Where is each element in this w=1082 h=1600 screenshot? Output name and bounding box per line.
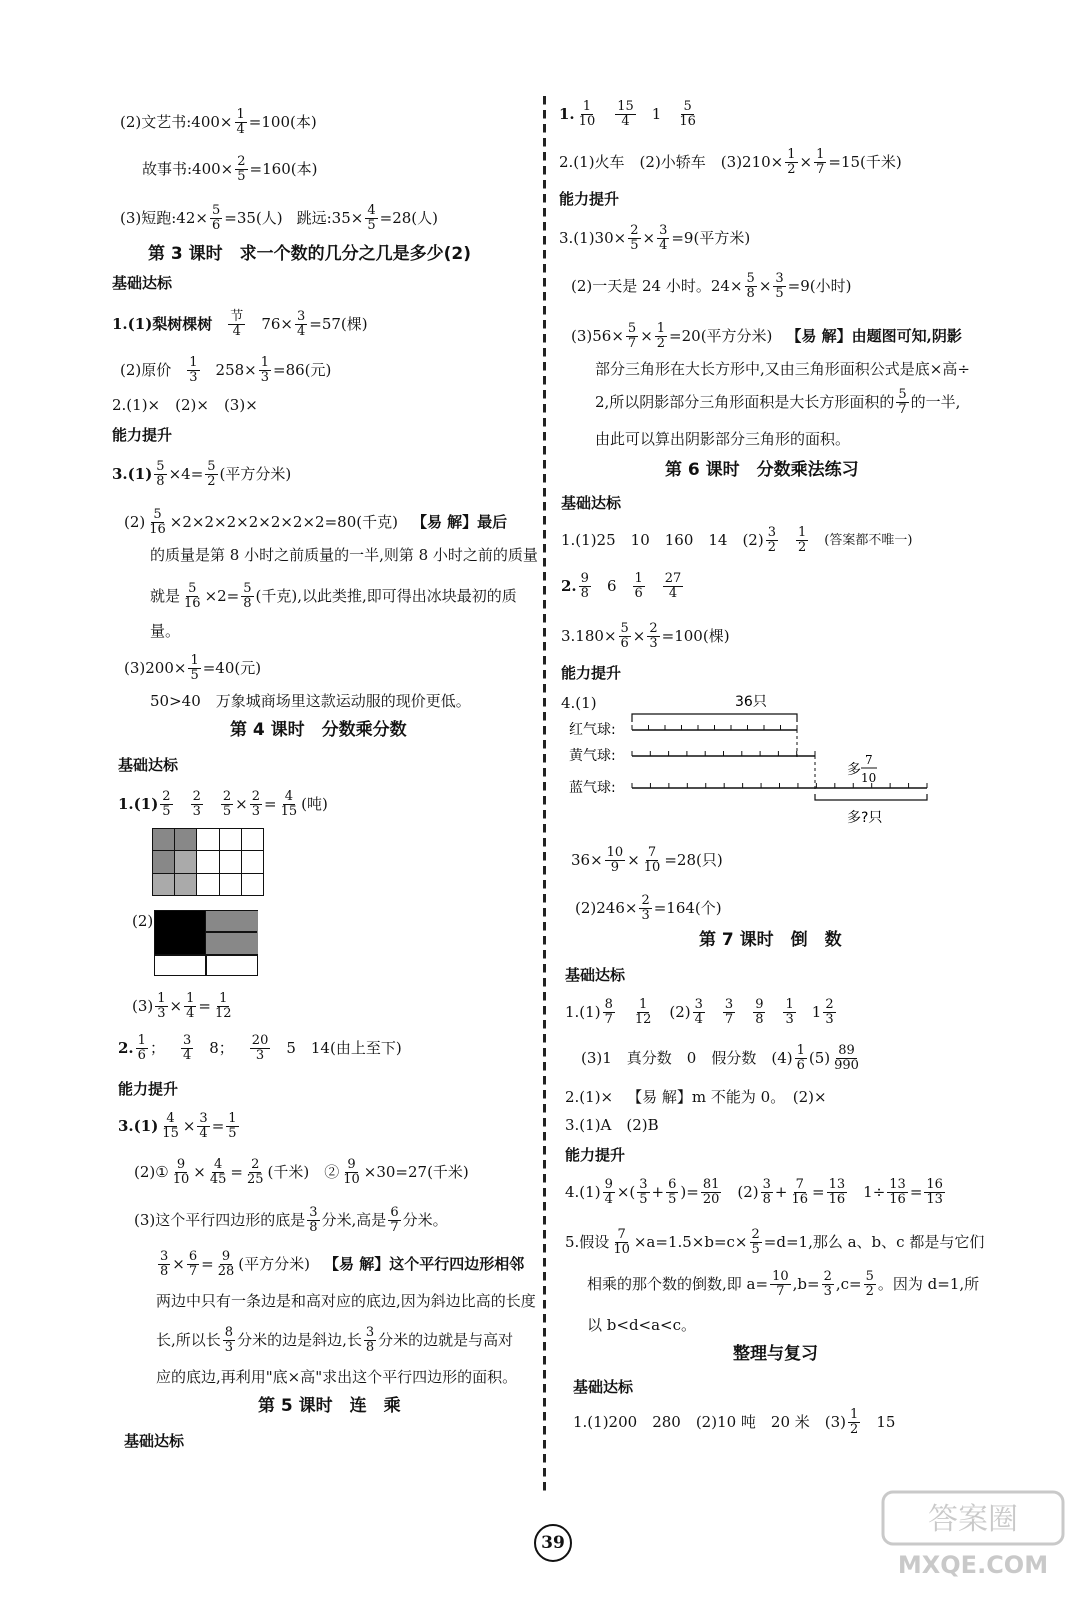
text: ×30=27(千米) [363, 1162, 469, 1181]
page-number: 39 [534, 1524, 572, 1562]
fraction: $\frac{5}{16}$ [149, 507, 166, 537]
answer-line [571, 272, 852, 300]
svg-text:答案圈: 答案圈 [928, 1502, 1018, 1537]
answer-line: 两边中只有一条边是和高对应的底边,因为斜边比高的长度 [156, 1292, 536, 1310]
text: (3)1 真分数 0 假分数 (4) [581, 1048, 793, 1067]
answer-line [595, 388, 960, 416]
text: 6 [606, 576, 617, 595]
fraction: 5 7 [898, 387, 907, 417]
text: 36× [571, 850, 603, 869]
fraction: $\frac{3}{4}$ [199, 1111, 208, 1141]
text: 就是 [150, 586, 181, 605]
fraction: 8 3 [224, 1325, 234, 1355]
fraction: 89 990 [834, 1043, 859, 1073]
text: (3)这个平行四边形的底是 [134, 1210, 306, 1229]
text: 2. [561, 576, 577, 595]
text: (5) [808, 1048, 831, 1067]
fraction: $\frac{13}{16}$ [828, 1177, 846, 1207]
fraction: 3 7 [724, 997, 734, 1027]
fraction: $\frac{1}{3}$ [260, 355, 270, 385]
answer-line [124, 508, 507, 536]
answer-line: 的质量是第 8 小时之前质量的一半,则第 8 小时之前的质量 [150, 546, 538, 564]
fraction: 3 8 [309, 1205, 318, 1235]
fraction: $\frac{7}{10}$ [613, 1227, 630, 1257]
answer-line [120, 108, 317, 136]
text: (千米) ② [267, 1162, 340, 1181]
text: (2)原价 [120, 360, 172, 379]
diagram-top-label: 36只 [735, 694, 767, 710]
text: 长,所以长 [156, 1330, 221, 1349]
fraction: 8 7 [604, 997, 613, 1027]
text: × [172, 1254, 185, 1273]
text: 4.(1) [565, 1182, 601, 1201]
text: (2) [737, 1182, 759, 1201]
text: 1.(1)200 280 (2)10 吨 20 米 (3) [573, 1412, 847, 1431]
answer-line [575, 894, 722, 922]
answer-line [156, 1326, 513, 1354]
fraction: $\frac{2}{3}$ [649, 621, 658, 651]
fraction: 3 4 [182, 1033, 192, 1063]
fraction: 3 8 [365, 1325, 375, 1355]
fraction: $\frac{2}{5}$ [630, 223, 639, 253]
text: 5 14(由上至下) [286, 1038, 402, 1057]
scribble-text: 76× [261, 314, 293, 333]
text: =164(个) [653, 898, 722, 917]
fraction: $\frac{4}{15}$ [280, 789, 298, 819]
fraction: 1 6 [137, 1033, 146, 1063]
text: (2)一天是 24 小时。24× [571, 276, 743, 295]
text: (答案都不唯一) [824, 532, 913, 548]
text: 1.(1) [565, 1002, 601, 1021]
fraction: $\frac{1}{2}$ [787, 147, 796, 177]
text: 。因为 d=1,所 [877, 1274, 980, 1293]
fraction: $\frac{1}{2}$ [656, 321, 666, 351]
subsection-heading: 能力提升 [565, 1146, 626, 1164]
fraction: $\frac{5}{8}$ [156, 459, 165, 489]
text: 的一半, [910, 392, 961, 411]
text: ,b= [792, 1274, 820, 1293]
fraction: $\frac{6}{7}$ [188, 1249, 198, 1279]
fraction: 9 8 [755, 997, 764, 1027]
subsection-heading: 能力提升 [112, 426, 173, 444]
shaded-grid-figure [152, 828, 264, 896]
subsection-heading: 基础达标 [118, 756, 179, 774]
watermark-logo [878, 1487, 1068, 1582]
fraction: 2 5 [162, 789, 171, 819]
text: 258× [215, 360, 257, 379]
subsection-heading: 能力提升 [118, 1080, 179, 1098]
text: =57(棵) [309, 314, 368, 333]
rect-figure [154, 910, 258, 976]
bottom-brace [815, 794, 927, 800]
subsection-heading: 基础达标 [565, 966, 626, 984]
answer-line [142, 155, 317, 183]
answer-line [124, 654, 261, 682]
answer-line [112, 310, 368, 338]
text: ； [149, 1038, 165, 1057]
text: (2)文艺书:400× [120, 112, 233, 131]
text: =100(棵) [661, 626, 730, 645]
fraction: 1 3 [189, 355, 198, 385]
answer-line: 3.(1)A (2)B [565, 1116, 659, 1134]
balloon-line-diagram [565, 690, 955, 840]
answer-line [587, 1270, 979, 1298]
fraction: 3 5 [639, 1177, 648, 1207]
text: 故事书:400× [142, 159, 234, 178]
fraction: $\frac{1}{5}$ [228, 1111, 237, 1141]
text: )= [680, 1182, 699, 1201]
fraction: $\frac{2}{3}$ [641, 893, 650, 923]
answer-line [134, 1158, 469, 1186]
fraction: 1 12 [634, 997, 652, 1027]
answer-line: 应的底边,再利用"底×高"求出这个平行四边形的面积。 [156, 1368, 518, 1386]
section-heading: 第 6 课时 分数乘法练习 [665, 460, 859, 480]
text: 5.假设 [565, 1232, 610, 1251]
answer-line [565, 1228, 984, 1256]
answer-line [571, 846, 723, 874]
text: = [812, 1182, 825, 1201]
fraction: 6 7 [390, 1205, 399, 1235]
fraction: $\frac{9}{28}$ [217, 1249, 235, 1279]
answer-line [120, 204, 438, 232]
fraction: 节 4 [230, 309, 244, 339]
more-fraction-den: 10 [861, 771, 877, 785]
fraction: 20 3 [251, 1033, 269, 1063]
text: (千克),以此类推,即可得出冰块最初的质 [255, 586, 517, 605]
fraction: $\frac{5}{2}$ [865, 1269, 874, 1299]
text: 2.(1)火车 (2)小轿车 (3)210× [559, 152, 784, 171]
fraction: $\frac{5}{6}$ [211, 203, 221, 233]
answer-line: 量。 [150, 622, 181, 640]
fraction: $\frac{9}{10}$ [343, 1157, 360, 1187]
yellow-balloon-label: 黄气球: [569, 748, 616, 764]
text: 3.(1) [118, 1116, 159, 1135]
text: 【易 解】最后 [411, 512, 508, 531]
fraction: $\frac{13}{16}$ [889, 1177, 906, 1207]
text: (3)短跑:42× [120, 208, 208, 227]
answer-line [118, 1034, 402, 1062]
text: 【易 解】由题图可知,阴影 [786, 326, 962, 345]
section-heading: 第 4 课时 分数乘分数 [230, 720, 407, 740]
text: =9(小时) [787, 276, 852, 295]
answer-line [565, 1090, 827, 1105]
subsection-heading: 基础达标 [124, 1432, 185, 1450]
subsection-heading: 基础达标 [573, 1378, 634, 1396]
fraction: $\frac{1}{7}$ [816, 147, 825, 177]
text: 3.(1) [112, 464, 153, 483]
answer-line [559, 100, 700, 128]
top-brace [632, 714, 797, 722]
fraction: $\frac{10}{9}$ [606, 845, 624, 875]
fraction: $\frac{7}{16}$ [791, 1177, 809, 1207]
subsection-heading: 基础达标 [561, 494, 622, 512]
fraction: $\frac{10}{7}$ [772, 1269, 789, 1299]
text: =40(元) [202, 658, 262, 677]
text: = [264, 794, 277, 813]
subsection-heading: 基础达标 [112, 274, 173, 292]
fraction: 1 2 [850, 1407, 859, 1437]
text: = [211, 1116, 225, 1135]
fraction: 1 10 [578, 99, 596, 129]
answer-line: 2.(1)× (2)× (3)× [112, 396, 258, 414]
answer-line: 4.(1) [561, 694, 597, 712]
text: =160(本) [249, 159, 318, 178]
text: × [642, 228, 656, 247]
text: = [198, 996, 211, 1015]
fraction: $\frac{81}{20}$ [702, 1177, 720, 1207]
text: 15 [876, 1412, 896, 1431]
text: ×2×2×2×2×2×2×2=80(千克) [169, 512, 398, 531]
text: =100(本) [248, 112, 317, 131]
more-fraction-num: 7 [865, 753, 873, 767]
text: = [201, 1254, 214, 1273]
answer-line [561, 622, 730, 650]
fraction: $\frac{16}{13}$ [926, 1177, 943, 1207]
text: 1 [811, 1002, 822, 1021]
text: 【易 解】m 不能为 0。 (2)× [627, 1088, 827, 1106]
fraction: $\frac{3}{4}$ [659, 223, 668, 253]
text: × [627, 850, 640, 869]
text: × [182, 1116, 196, 1135]
text: =d=1,那么 a、b、c 都是与它们 [763, 1232, 985, 1251]
text: (平方分米) [238, 1254, 310, 1273]
text: 1.(1)25 10 160 14 (2) [561, 530, 764, 549]
fraction: 3 8 [762, 1177, 771, 1207]
text: =9(平方米) [671, 228, 751, 247]
text: (3)200× [124, 658, 187, 677]
answer-line [565, 998, 838, 1026]
text: (平方分米) [219, 464, 292, 483]
fraction: $\frac{1}{12}$ [214, 991, 232, 1021]
text: 1 [651, 104, 662, 123]
text: × [193, 1162, 206, 1181]
text: 1÷ [863, 1182, 886, 1201]
fraction: $\frac{3}{5}$ [775, 271, 784, 301]
column-divider [543, 96, 546, 1491]
fraction: $\frac{1}{4}$ [186, 991, 195, 1021]
fraction: 5 16 [679, 99, 696, 129]
answer-line [150, 582, 517, 610]
answer-line [132, 992, 236, 1020]
text: (2) [669, 1002, 691, 1021]
text: ×( [616, 1182, 636, 1201]
fraction: $\frac{9}{4}$ [604, 1177, 613, 1207]
fraction: $\frac{3}{8}$ [160, 1249, 169, 1279]
fraction: 1 6 [796, 1043, 805, 1073]
text: =35(人) [224, 208, 283, 227]
text: 跳远:35× [296, 208, 364, 227]
text: (3) [132, 996, 154, 1015]
text: 2.(1)× [565, 1088, 614, 1106]
text: + [774, 1182, 788, 1201]
text: + [651, 1182, 665, 1201]
section-heading: 第 5 课时 连 乘 [258, 1396, 401, 1416]
fraction: $\frac{3}{4}$ [296, 309, 306, 339]
text: 1.(1)梨树棵树 [112, 314, 213, 333]
text: (2)246× [575, 898, 638, 917]
text: 2,所以阴影部分三角形面积是大长方形面积的 [595, 392, 895, 411]
fraction: $\frac{2}{25}$ [246, 1157, 264, 1187]
text: =15(千米) [828, 152, 902, 171]
text: =20(平方分米) [669, 326, 773, 345]
fraction: $\frac{4}{15}$ [162, 1111, 179, 1141]
blue-balloon-label: 蓝气球: [569, 780, 616, 796]
answer-line [118, 1112, 241, 1140]
fraction: 1 3 [785, 997, 794, 1027]
text: =28(人) [379, 208, 438, 227]
text: 1.(1) [118, 794, 159, 813]
svg-text:MXQE.COM: MXQE.COM [897, 1551, 1049, 1579]
text: 3.180× [561, 626, 617, 645]
text: ×4= [168, 464, 204, 483]
text: =86(元) [273, 360, 332, 379]
answer-line: 以 b<d<a<c。 [587, 1316, 697, 1334]
fraction: 1 2 [797, 525, 807, 555]
text: 8； [209, 1038, 234, 1057]
answer-line [134, 1206, 448, 1234]
answer-line: (2) [132, 912, 154, 930]
fraction: 3 4 [694, 997, 703, 1027]
fraction: $\frac{4}{5}$ [367, 203, 376, 233]
fraction: 3 2 [767, 525, 776, 555]
fraction: $\frac{5}{16}$ [184, 581, 201, 611]
text: = [230, 1162, 243, 1181]
fraction: $\frac{9}{10}$ [172, 1157, 190, 1187]
text: 1. [559, 104, 575, 123]
fraction: $\frac{4}{45}$ [209, 1157, 227, 1187]
fraction: 2 3 [192, 789, 201, 819]
answer-line [156, 1250, 524, 1278]
fraction: $\frac{5}{8}$ [243, 581, 252, 611]
answer-line [120, 356, 331, 384]
fraction: 2 3 [825, 997, 834, 1027]
text: × [640, 326, 653, 345]
fraction: $\frac{6}{5}$ [668, 1177, 677, 1207]
text: ×2= [204, 586, 240, 605]
answer-line: 部分三角形在大长方形中,又由三角形面积公式是底×高÷ [595, 360, 970, 378]
answer-line [573, 1408, 895, 1436]
text: 分米的边是斜边,长 [237, 1330, 362, 1349]
text: × [235, 794, 248, 813]
section-heading: 第 3 课时 求一个数的几分之几是多少(2) [148, 244, 472, 264]
text: 分米,高是 [321, 1210, 387, 1229]
section-heading: 整理与复习 [733, 1344, 818, 1364]
text: (2)① [134, 1162, 169, 1181]
fraction: 15 4 [617, 99, 634, 129]
fraction: 9 8 [580, 571, 589, 601]
fraction: $\frac{2}{3}$ [251, 789, 260, 819]
fraction: $\frac{2}{5}$ [751, 1227, 760, 1257]
text: × [169, 996, 183, 1015]
text: = [909, 1182, 923, 1201]
fraction: $\frac{5}{7}$ [627, 321, 637, 351]
text: (3)56× [571, 326, 624, 345]
answer-line [561, 572, 685, 600]
fraction: 27 4 [664, 571, 682, 601]
text: × [799, 152, 813, 171]
text: 2. [118, 1038, 134, 1057]
text: =28(只) [664, 850, 723, 869]
fraction: $\frac{5}{2}$ [207, 459, 216, 489]
fraction: $\frac{2}{5}$ [222, 789, 232, 819]
fraction: $\frac{1}{5}$ [190, 653, 199, 683]
text: 3.(1)30× [559, 228, 627, 247]
text: × [632, 626, 646, 645]
fraction: $\frac{7}{10}$ [643, 845, 661, 875]
question-label: 多?只 [847, 810, 883, 826]
text: ×a=1.5×b=c× [633, 1232, 748, 1251]
text: 分米。 [402, 1210, 448, 1229]
more-label: 多 [847, 762, 861, 778]
fraction: $\frac{1}{3}$ [157, 991, 166, 1021]
red-balloon-label: 红气球: [569, 722, 616, 738]
text: 【易 解】这个平行四边形相邻 [323, 1254, 525, 1273]
answer-line [571, 322, 962, 350]
answer-line [559, 224, 750, 252]
text: × [758, 276, 772, 295]
answer-line: 由此可以算出阴影部分三角形的面积。 [595, 430, 851, 448]
fraction: $\frac{5}{8}$ [746, 271, 755, 301]
answer-line [561, 526, 912, 554]
text: (2) [124, 512, 146, 531]
fraction: $\frac{2}{3}$ [823, 1269, 832, 1299]
text: 相乘的那个数的倒数,即 a= [587, 1274, 769, 1293]
fraction: $\frac{5}{6}$ [620, 621, 629, 651]
text: (吨) [301, 794, 328, 813]
answer-line [559, 148, 902, 176]
answer-line: 50>40 万象城商场里这款运动服的现价更低。 [150, 692, 471, 710]
answer-line [581, 1044, 863, 1072]
fraction: $\frac{1}{4}$ [236, 107, 245, 137]
fraction: $\frac{2}{5}$ [237, 154, 246, 184]
subsection-heading: 能力提升 [561, 664, 622, 682]
answer-line [118, 790, 328, 818]
section-heading: 第 7 课时 倒 数 [699, 930, 842, 950]
answer-line [112, 460, 291, 488]
subsection-heading: 能力提升 [559, 190, 620, 208]
text: 分米的边就是与高对 [378, 1330, 514, 1349]
fraction: 1 6 [634, 571, 643, 601]
text: ,c= [835, 1274, 862, 1293]
answer-line [565, 1178, 947, 1206]
